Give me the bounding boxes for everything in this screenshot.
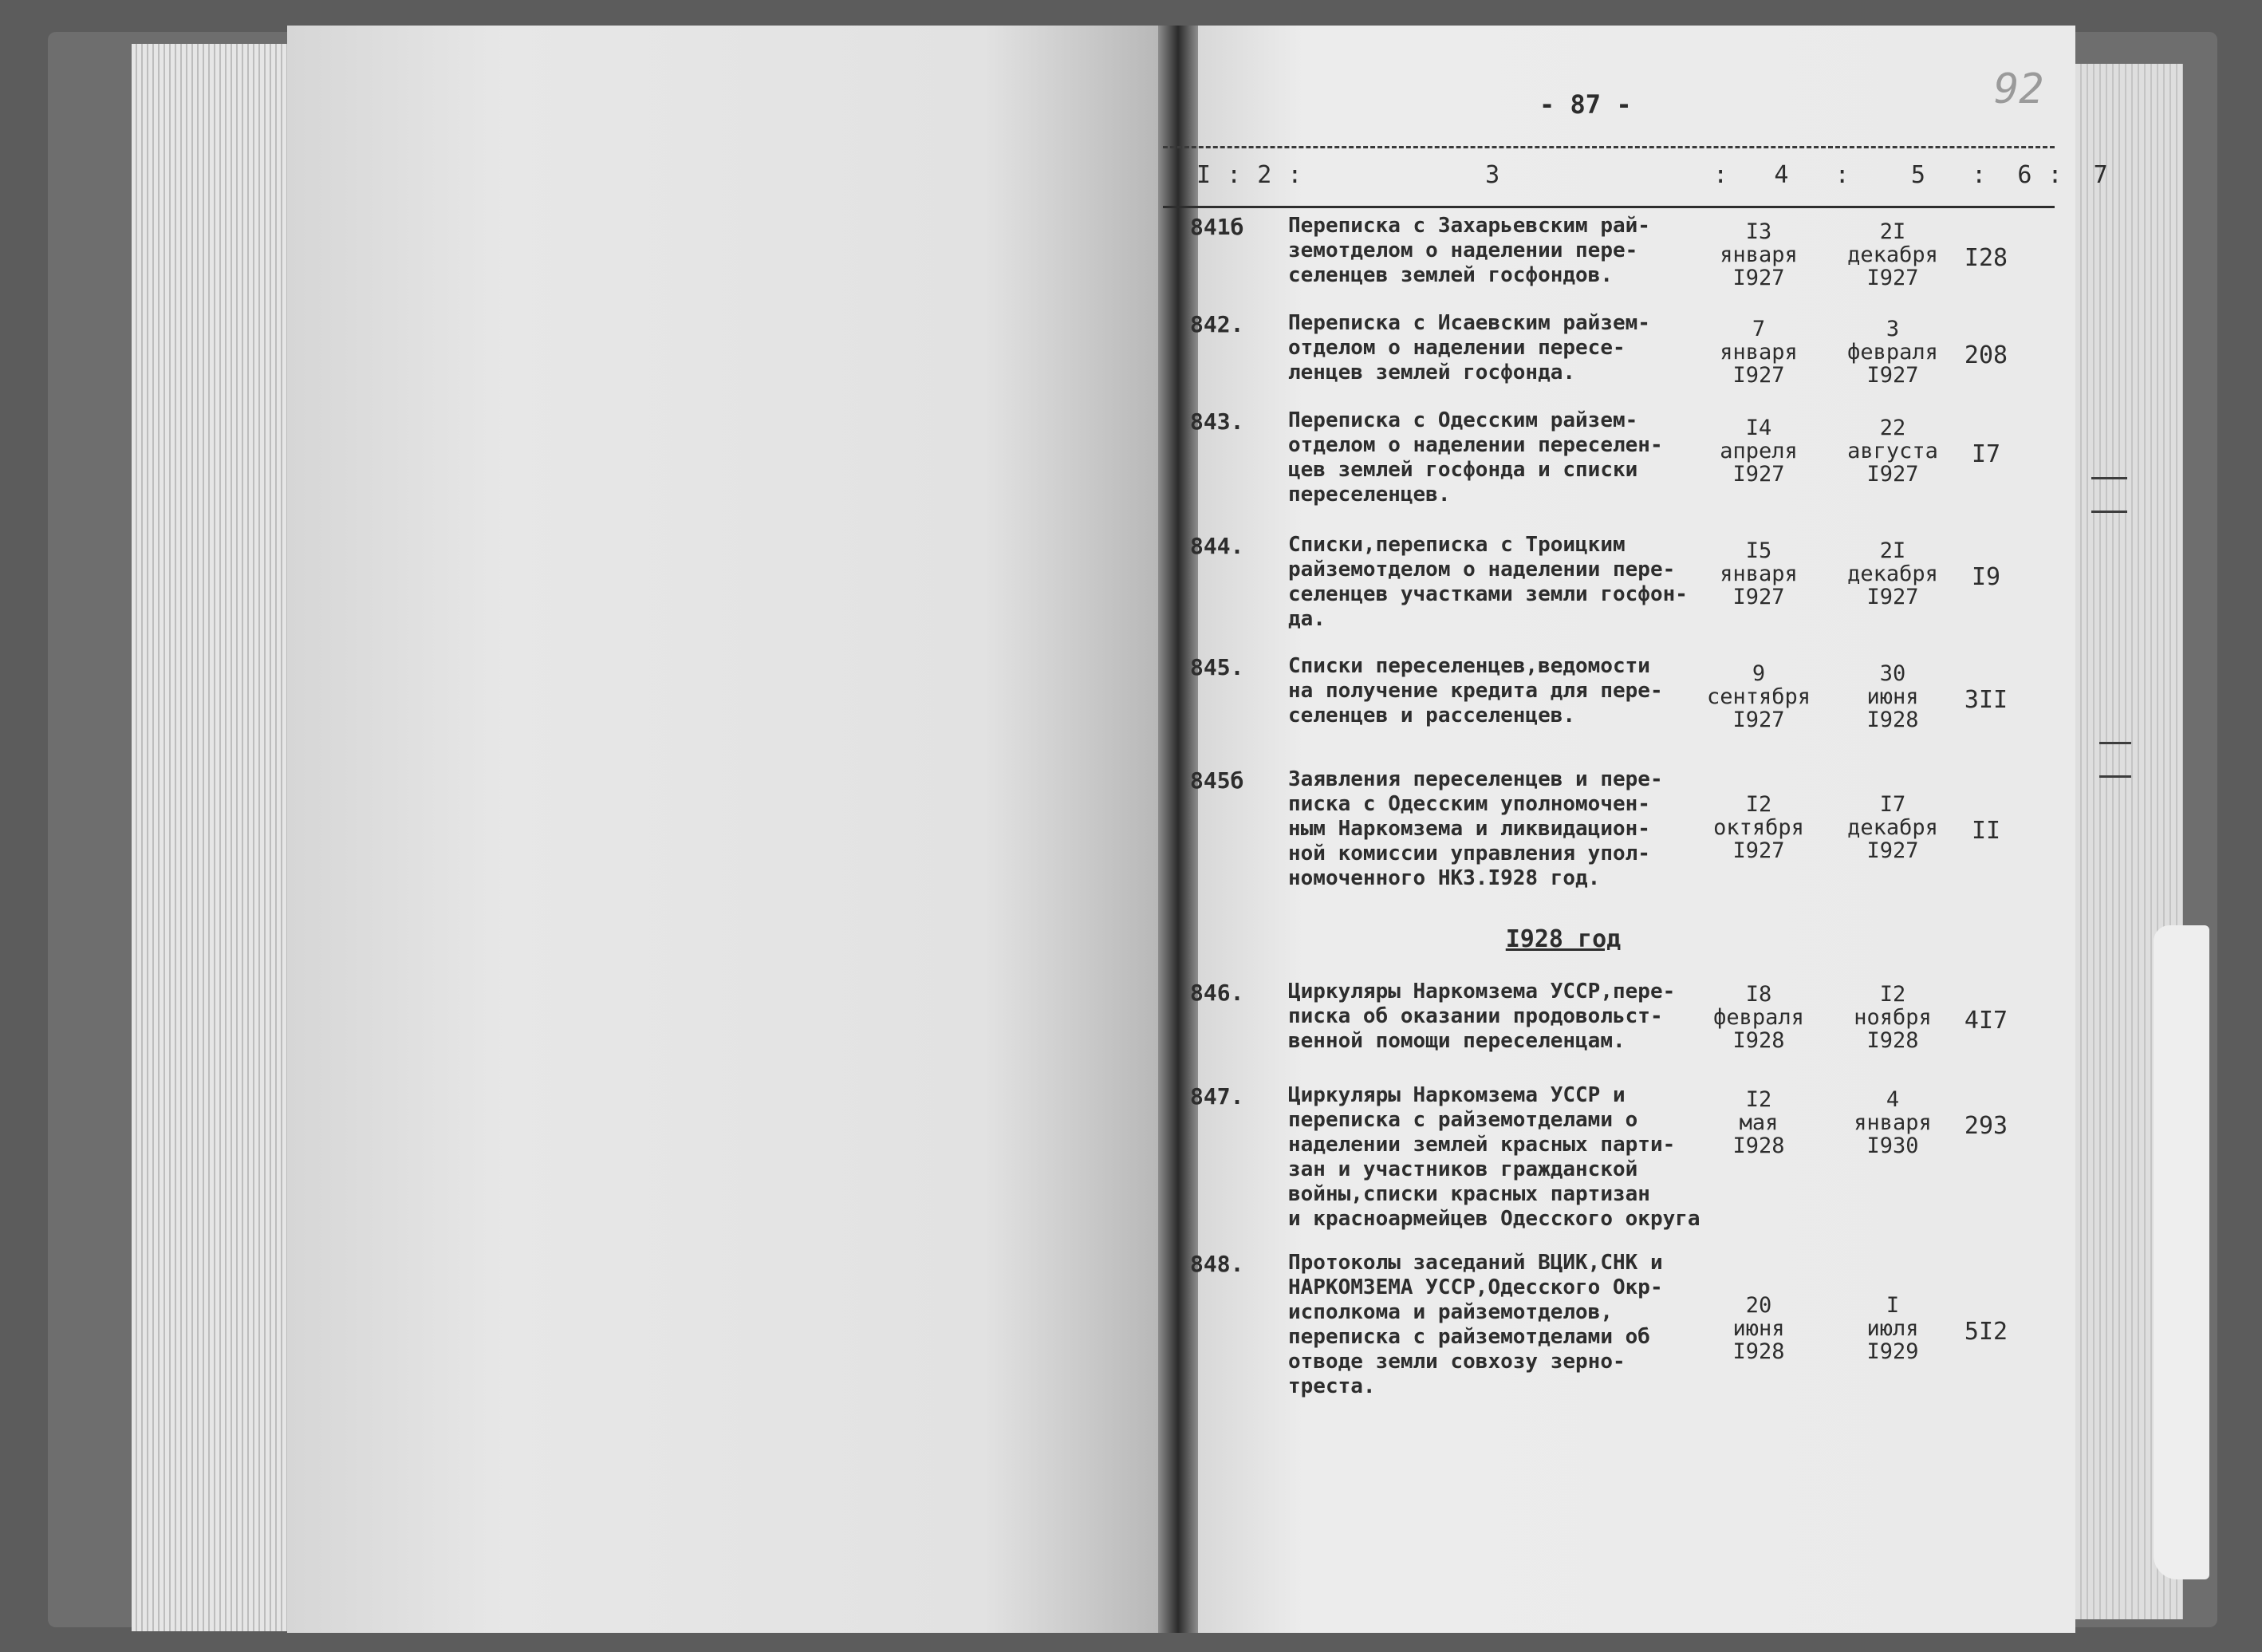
entry-number: 842. [1190, 311, 1244, 337]
end-date-line: I928 [1866, 1028, 1919, 1053]
entry-title-line: Списки переселенцев,ведомости [1288, 654, 1650, 678]
entry-number: 841б [1190, 214, 1244, 240]
entry-number: 848. [1190, 1251, 1244, 1277]
entry-title-line: ной комиссии управления упол- [1288, 842, 1650, 865]
entry-title-line: Циркуляры Наркомзема УССР и [1288, 1083, 1626, 1107]
start-date-line: I927 [1732, 708, 1785, 732]
sheet-count: 293 [1964, 1112, 2008, 1140]
entry-title-line: Переписка с Одесским райзем- [1288, 408, 1638, 432]
start-date-line: I928 [1732, 1134, 1785, 1158]
entry-title-line: селенцев участками земли госфон- [1288, 582, 1688, 606]
start-date [1687, 793, 1830, 862]
end-date-line: февраля [1847, 340, 1938, 365]
entry-title-line: войны,списки красных партизан [1288, 1182, 1650, 1206]
start-date-line: I927 [1732, 266, 1785, 290]
sheet-count: 4I7 [1964, 1007, 2008, 1035]
start-date [1687, 416, 1830, 486]
end-date-line: 22 [1879, 416, 1906, 440]
entry-title-line: земотделом о наделении пере- [1288, 239, 1638, 262]
entry-title-line: Списки,переписка с Троицким [1288, 533, 1626, 557]
start-date-line: I4 [1745, 416, 1772, 440]
entry-title-line: селенцев и расселенцев. [1288, 704, 1576, 727]
start-date-line: 20 [1745, 1293, 1772, 1318]
end-date-line: I927 [1866, 266, 1919, 290]
entry-title-line: райземотделом о наделении пере- [1288, 558, 1676, 582]
entry-title-line: на получение кредита для пере- [1288, 679, 1663, 703]
entry-title-line: да. [1288, 607, 1326, 631]
sheet-count: 5I2 [1964, 1318, 2008, 1346]
sheet-count: 208 [1964, 341, 2008, 369]
entry-title-line: Циркуляры Наркомзема УССР,пере- [1288, 980, 1676, 1003]
end-date-line: I [1886, 1293, 1900, 1318]
start-date-line: I5 [1745, 538, 1772, 563]
start-date-line: I927 [1732, 838, 1785, 863]
entry-title-line: ным Наркомзема и ликвидацион- [1288, 817, 1650, 841]
start-date-line: января [1720, 242, 1798, 267]
end-date-line: I928 [1866, 708, 1919, 732]
end-date-line: I930 [1866, 1134, 1919, 1158]
start-date-line: I2 [1745, 1087, 1772, 1112]
end-date-line: I927 [1866, 363, 1919, 388]
entry-title-line: писка об оказании продовольст- [1288, 1004, 1663, 1028]
entry-title-line: номоченного НКЗ.I928 год. [1288, 866, 1601, 890]
entry-title [1288, 1083, 1735, 1232]
end-date-line: августа [1847, 439, 1938, 463]
start-date-line: февраля [1713, 1005, 1804, 1030]
start-date-line: апреля [1720, 439, 1798, 463]
end-date-line: I927 [1866, 838, 1919, 863]
entry-title-line: отделом о наделении пересе- [1288, 336, 1626, 360]
end-date-line: декабря [1847, 815, 1938, 840]
start-date-line: июня [1732, 1316, 1785, 1341]
end-date-line: 4 [1886, 1087, 1900, 1112]
start-date-line: I3 [1745, 219, 1772, 244]
entry-title-line: переселенцев. [1288, 483, 1451, 507]
end-date-line: I2 [1879, 982, 1906, 1007]
start-date [1687, 317, 1830, 387]
start-date-line: I2 [1745, 792, 1772, 817]
end-date-line: июля [1866, 1316, 1919, 1341]
start-date-line: 7 [1752, 317, 1766, 341]
start-date-line: I8 [1745, 982, 1772, 1007]
start-date [1687, 1088, 1830, 1157]
start-date [1687, 662, 1830, 731]
entry-title-line: Переписка с Захарьевским рай- [1288, 214, 1650, 238]
entry-title [1288, 654, 1735, 728]
end-date-line: I7 [1879, 792, 1906, 817]
end-date-line: I927 [1866, 462, 1919, 487]
entry-title [1288, 980, 1735, 1054]
start-date-line: сентября [1706, 684, 1811, 709]
entry-title [1288, 767, 1735, 891]
end-date-line: 2I [1879, 538, 1906, 563]
entry-title-line: цев землей госфонда и списки [1288, 458, 1638, 482]
entry-title-line: Заявления переселенцев и пере- [1288, 767, 1663, 791]
entry-title [1288, 533, 1735, 632]
entry-title-line: ленцев землей госфонда. [1288, 361, 1576, 384]
entry-title [1288, 1251, 1735, 1399]
start-date-line: I928 [1732, 1339, 1785, 1364]
year-section-heading: I928 год [1505, 925, 1622, 953]
sheet-count: 3II [1964, 686, 2008, 714]
entry-title-line: исполкома и райземотделов, [1288, 1300, 1613, 1324]
header-solid-rule [1163, 206, 2055, 208]
entry-title-line: отводе земли совхозу зерно- [1288, 1350, 1626, 1374]
sheet-count: I9 [1971, 563, 2001, 591]
entry-title-line: НАРКОМЗЕМА УССР,Одесского Окр- [1288, 1275, 1663, 1299]
start-date-line: января [1720, 340, 1798, 365]
entry-number: 846. [1190, 980, 1244, 1006]
end-date-line: I927 [1866, 585, 1919, 609]
sheet-count: I7 [1971, 440, 2001, 468]
sheet-count: I28 [1964, 244, 2008, 272]
end-date-line: декабря [1847, 562, 1938, 586]
start-date [1687, 983, 1830, 1052]
end-date-line: июня [1866, 684, 1919, 709]
end-date-line: ноября [1854, 1005, 1932, 1030]
start-date-line: I927 [1732, 363, 1785, 388]
entry-title [1288, 214, 1735, 288]
page-number: - 87 - [1539, 89, 1632, 120]
entry-title-line: зан и участников гражданской [1288, 1157, 1638, 1181]
entry-title [1288, 408, 1735, 507]
start-date [1687, 539, 1830, 609]
start-date-line: 9 [1752, 661, 1766, 686]
entry-title [1288, 311, 1735, 385]
start-date-line: I927 [1732, 462, 1785, 487]
header-dashed-rule [1163, 146, 2055, 148]
entry-title-line: Протоколы заседаний ВЦИК,СНК и [1288, 1251, 1663, 1275]
start-date-line: мая [1739, 1110, 1779, 1135]
entry-number: 847. [1190, 1083, 1244, 1110]
entry-title-line: переписка с райземотделами об [1288, 1325, 1650, 1349]
entry-title-line: наделении землей красных парти- [1288, 1133, 1676, 1157]
entry-number: 844. [1190, 533, 1244, 559]
end-date-line: 30 [1879, 661, 1906, 686]
entry-title-line: и красноармейцев Одесского округа [1288, 1207, 1700, 1231]
entry-number: 845б [1190, 767, 1244, 794]
end-date-line: 2I [1879, 219, 1906, 244]
start-date-line: октября [1713, 815, 1804, 840]
sheet-count: II [1971, 817, 2001, 845]
start-date-line: I928 [1732, 1028, 1785, 1053]
entry-title-line: Переписка с Исаевским райзем- [1288, 311, 1650, 335]
entry-title-line: писка с Одесским уполномочен- [1288, 792, 1650, 816]
start-date-line: января [1720, 562, 1798, 586]
folio-number: 92 [1994, 65, 2044, 113]
end-date-line: декабря [1847, 242, 1938, 267]
entry-number: 843. [1190, 408, 1244, 435]
start-date [1687, 1294, 1830, 1363]
entry-title-line: венной помощи переселенцам. [1288, 1029, 1626, 1053]
entry-title-line: отделом о наделении переселен- [1288, 433, 1663, 457]
start-date [1687, 220, 1830, 290]
column-header: I : 2 : 3 : 4 : 5 : 6 : 7 [1196, 161, 2109, 189]
entry-title-line: селенцев землей госфондов. [1288, 263, 1613, 287]
end-date-line: I929 [1866, 1339, 1919, 1364]
entry-title-line: переписка с райземотделами о [1288, 1108, 1638, 1132]
start-date-line: I927 [1732, 585, 1785, 609]
end-date-line: 3 [1886, 317, 1900, 341]
entry-title-line: треста. [1288, 1374, 1376, 1398]
entry-number: 845. [1190, 654, 1244, 680]
end-date-line: января [1854, 1110, 1932, 1135]
